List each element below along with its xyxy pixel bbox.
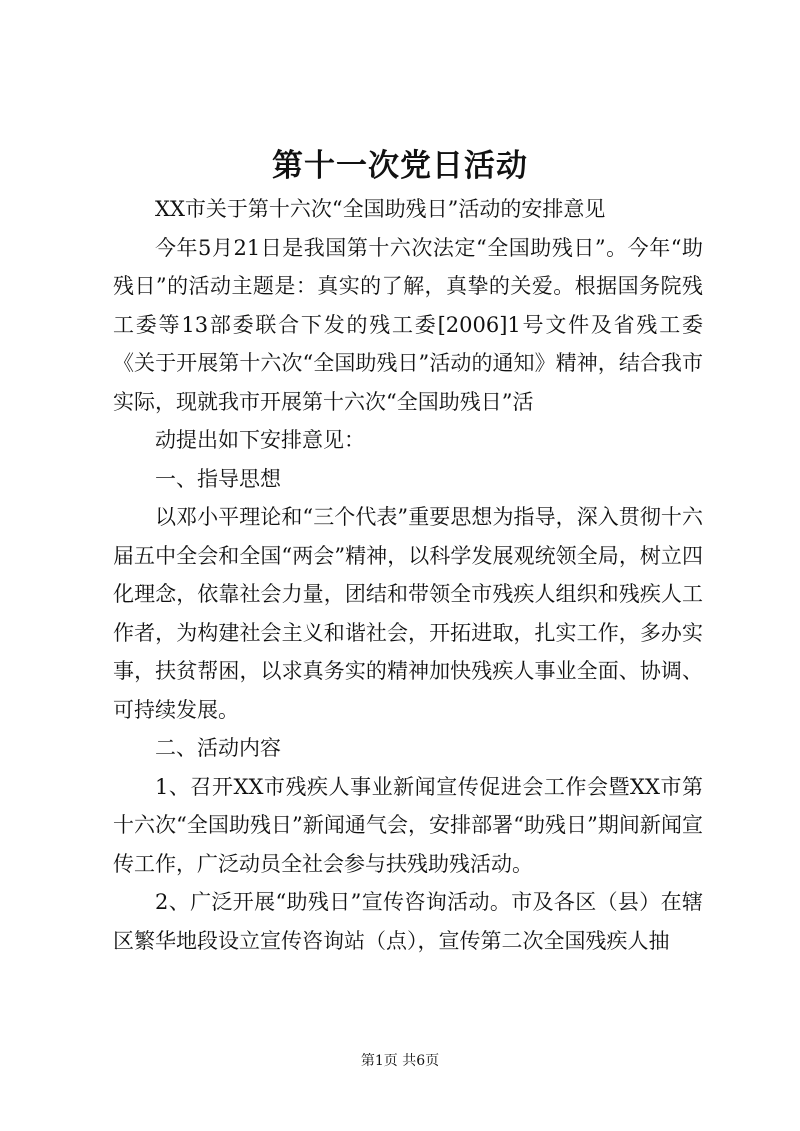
section-heading-guiding-thought: 一、指导思想	[155, 466, 281, 491]
paragraph-item-1: 1、召开XX市残疾人事业新闻宣传促进会工作会暨XX市第十六次“全国助残日”新闻通气会，安排部署“助残日”期间新闻宣传工作，广泛动员全社会参与扶残助残活动。	[113, 774, 703, 876]
paragraph-subtitle: XX市关于第十六次“全国助残日”活动的安排意见	[155, 197, 606, 221]
section-heading-activity-content: 二、活动内容	[155, 736, 281, 760]
document-title: 第十一次党日活动	[272, 148, 528, 184]
paragraph-item-2: 2、广泛开展“助残日”宣传咨询活动。市及各区（县）在辖区繁华地段设立宣传咨询站（点），宣传第二次全国残疾人抽	[113, 890, 703, 953]
document-body	[113, 190, 703, 960]
page-footer: 第1页 共6页	[360, 1053, 440, 1069]
paragraph-intro: 今年5月21日是我国第十六次法定“全国助残日”。今年“助残日”的活动主题是：真实的了解，真挚的关爱。根据国务院残工委等13部委联合下发的残工委[2006]1号文件及省残工委《关于开展第十六次“全国助残日”活动的通知》精神，结合我市实际，现就我市开展第十六次“全国助残日”活	[113, 235, 703, 414]
paragraph-guiding-thought: 以邓小平理论和“三个代表”重要思想为指导，深入贯彻十六届五中全会和全国“两会”精神，以科学发展观统领全局，树立四化理念，依靠社会力量，团结和带领全市残疾人组织和残疾人工作者，为构建社会主义和谐社会，开拓进取，扎实工作，多办实事，扶贫帮困，以求真务实的精神加快残疾人事业全面、协调、可持续发展。	[113, 505, 703, 722]
paragraph-intro-continued: 动提出如下安排意见：	[155, 428, 365, 452]
